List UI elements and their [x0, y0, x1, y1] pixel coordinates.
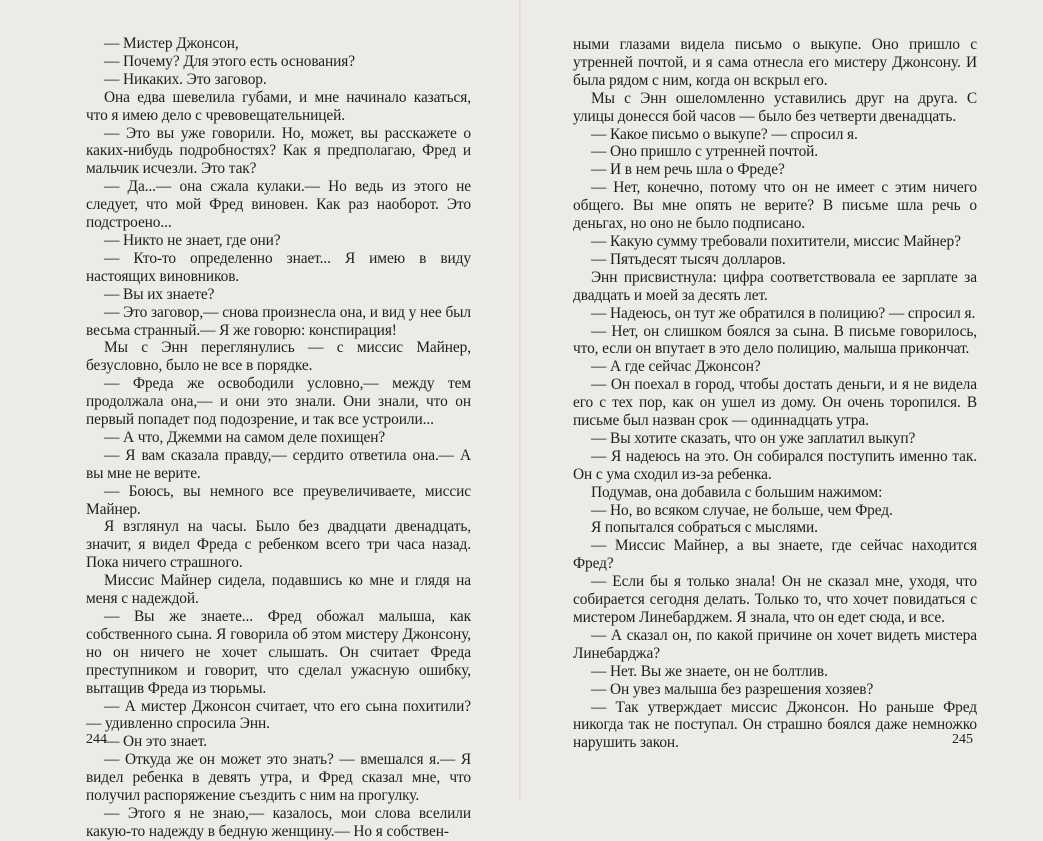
paragraph: — Откуда же он может это знать? — вмешался я.— Я видел ребенка в девять утра, и Фред сказал мне, что получил распоряжение съездить с ним на прогулку. [86, 751, 471, 805]
paragraph: Я попытался собраться с мыслями. [591, 519, 818, 537]
left-page [0, 0, 521, 840]
paragraph: — Вы же знаете... Фред обожал малыша, как собственного сына. Я говорила об этом мистеру Джонсону, но он ничего не хочет слышать. Он считает Фреда преступником и говорит, что сделал ужасную ошибку, вытащив Фреда из тюрьмы. [86, 608, 471, 697]
paragraph: — А что, Джемми на самом деле похищен? [104, 428, 386, 446]
paragraph: — А мистер Джонсон считает, что его сына похитили? — удивленно спросила Энн. [86, 697, 471, 733]
paragraph: — Кто-то определенно знает... Я имею в виду настоящих виновников. [86, 249, 471, 285]
paragraph: — Этого я не знаю,— казалось, мои слова вселили какую-то надежду в бедную женщину.— Но я собствен- [86, 804, 471, 840]
paragraph: Мы с Энн переглянулись — с миссис Майнер, безусловно, было не все в порядке. [86, 339, 471, 375]
paragraph: — Никаких. Это заговор. [104, 70, 267, 88]
paragraph: — Пятьдесят тысяч долларов. [591, 250, 786, 268]
paragraph: — Это вы уже говорили. Но, может, вы расскажете о каких-нибудь подробностях? Как я предполагаю, Фред и мальчик исчезли. Это так? [86, 124, 471, 178]
paragraph: — А где сейчас Джонсон? [591, 358, 761, 376]
paragraph: — Какую сумму требовали похитители, миссис Майнер? [591, 232, 961, 250]
paragraph: — Нет, конечно, потому что он не имеет с этим ничего общего. Вы мне опять не верите? В письме шла речь о деньгах, но оно не было подписано. [573, 179, 977, 233]
paragraph: — Нет. Вы же знаете, он не болтлив. [591, 662, 828, 680]
paragraph: — Оно пришло с утренней почтой. [591, 143, 819, 161]
paragraph: — Но, во всяком случае, не больше, чем Фред. [591, 501, 893, 519]
paragraph: — Вы хотите сказать, что он уже заплатил выкуп? [591, 429, 916, 447]
paragraph: — Нет, он слишком боялся за сына. В письме говорилось, что, если он впутает в это дело полицию, малыша прикончат. [573, 322, 977, 358]
paragraph: — И в нем речь шла о Фреде? [591, 161, 785, 179]
paragraph: Я взглянул на часы. Было без двадцати двенадцать, значит, я видел Фреда с ребенком всего три часа назад. Пока ничего страшного. [86, 518, 471, 572]
paragraph: Подумав, она добавила с большим нажимом: [591, 483, 883, 501]
paragraph: — Я надеюсь на это. Он собирался поступить именно так. Он с ума сходил из-за ребенка. [573, 447, 977, 483]
paragraph: Мы с Энн ошеломленно уставились друг на друга. С улицы донесся бой часов — было без четверти двенадцать. [573, 89, 977, 125]
paragraph: — Он это знает. [104, 733, 208, 751]
paragraph: — Это заговор,— снова произнесла она, и вид у нее был весьма странный.— Я же говорю: конспирация! [86, 303, 471, 339]
paragraph: — Надеюсь, он тут же обратился в полицию? — спросил я. [591, 304, 976, 322]
paragraph: — Он увез малыша без разрешения хозяев? [591, 680, 874, 698]
paragraph: — Мистер Джонсон, [104, 35, 239, 52]
paragraph: — Боюсь, вы немного все преувеличиваете, миссис Майнер. [86, 482, 471, 518]
paragraph: ными глазами видела письмо о выкупе. Оно пришло с утренней почтой, и я сама отнесла его мистеру Джонсону. И была рядом с ним, когда он вскрыл его. [573, 36, 977, 89]
paragraph: Миссис Майнер сидела, подавшись ко мне и глядя на меня с надеждой. [86, 572, 471, 608]
paragraph: — Какое письмо о выкупе? — спросил я. [591, 125, 858, 143]
right-page [521, 0, 1043, 800]
paragraph: Энн присвистнула: цифра соответствовала ее зарплате за двадцать и моей за десять лет. [573, 268, 977, 304]
paragraph: — Да...— она сжала кулаки.— Но ведь из этого не следует, что мой Фред виновен. Как раз наоборот. Это подстроено... [86, 178, 471, 232]
paragraph: Она едва шевелила губами, и мне начинало казаться, что я имею дело с чревовещательницей. [86, 88, 471, 124]
paragraph: — Я вам сказала правду,— сердито ответила она.— А вы мне не верите. [86, 446, 471, 482]
paragraph: — Так утверждает миссис Джонсон. Но раньше Фред никогда так не поступал. Он страшно боялся даже немножко нарушить закон. [573, 698, 977, 752]
paragraph: — Он поехал в город, чтобы достать деньги, и я не видела его с тех пор, как он ушел из дому. Он очень торопился. В письме был назван срок — одиннадцать утра. [573, 376, 977, 430]
paragraph: — Никто не знает, где они? [104, 231, 281, 249]
paragraph: — Почему? Для этого есть основания? [104, 52, 355, 70]
page-number: 244 [86, 732, 107, 747]
paragraph: — Фреда же освободили условно,— между тем продолжала она,— и они это знали. Они знали, что он первый попадет под подозрение, и так все устроили... [86, 375, 471, 429]
page-number: 245 [952, 732, 973, 747]
paragraph: — А сказал он, по какой причине он хочет видеть мистера Линебарджа? [573, 626, 977, 662]
paragraph: — Вы их знаете? [104, 285, 215, 303]
paragraph: — Миссис Майнер, а вы знаете, где сейчас находится Фред? [573, 537, 977, 573]
right-page-text [573, 36, 977, 752]
left-page-text [86, 35, 471, 841]
paragraph: — Если бы я только знала! Он не сказал мне, уходя, что собирается сегодня делать. Только то, что хочет повидаться с мистером Линебарджем. Я знала, что он едет сюда, и все. [573, 573, 977, 626]
